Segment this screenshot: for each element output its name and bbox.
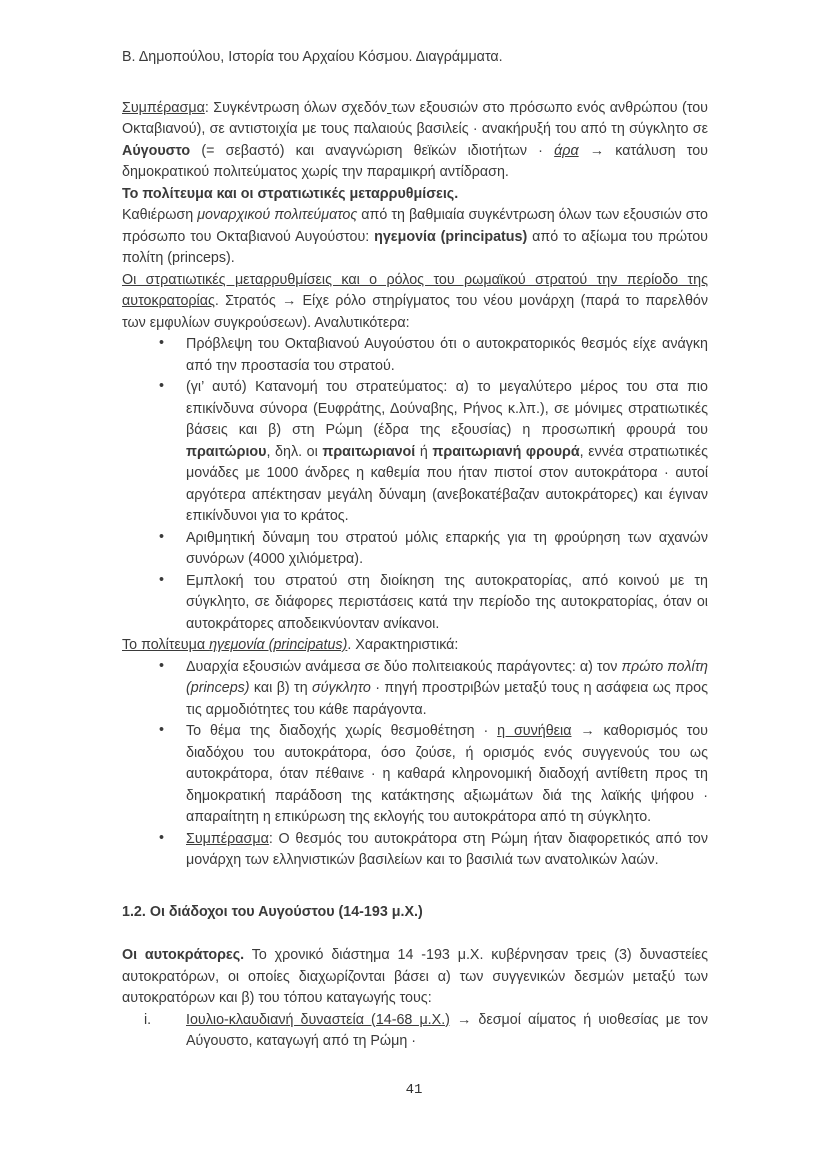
bullet-emploki [122,571,708,636]
bullet-text [186,530,708,568]
bullet-text [186,831,708,869]
page-footer [0,1082,828,1098]
document-body [122,98,708,1053]
text-run: : Συγκέντρωση όλων σχεδόν [204,99,387,116]
text-run: Οι αυτοκράτορες. [122,947,245,963]
bullet-katanomi [122,377,708,528]
bullet-marker: • [159,528,165,545]
text-run: και β) τη [249,680,313,696]
text-run: Καθιέρωση [122,207,198,223]
paragraph-principatus [122,635,708,657]
bullet-marker: • [159,571,165,588]
paragraph-politeuma-title [122,184,708,206]
bullet-provlepsi [122,334,708,377]
text-run: Αριθμητική δύναμη του στρατού μόλις επαρκής για τη φρούρηση των αχανών συνόρων (4000 χιλιόμετρα). [186,529,708,567]
bullet-text [186,659,708,718]
bullet-marker: • [159,829,165,846]
text-run: πραιτωριανοί [322,443,416,460]
paragraph-katheirosi [122,205,708,270]
text-run: ηγεμονία (principatus) [374,228,528,245]
paragraph-military-reforms [122,270,708,335]
page-number: 41 [405,1082,423,1098]
text-run: Οι στρατιωτικές μεταρρυθμίσεις και ο ρόλος του ρωμαϊκού στρατού την περίοδο της αυτοκρατορίας [122,271,708,309]
text-run: Δυαρχία εξουσιών ανάμεσα σε δύο πολιτειακούς παράγοντες: α) τον [186,658,622,675]
text-run: μοναρχικού πολιτεύματος [197,207,358,223]
document-content [122,47,708,1053]
text-run: άρα [554,142,579,159]
text-run: πρώτο πολίτη [621,658,708,675]
text-run: Το θέμα της διαδοχής χωρίς θεσμοθέτηση · [186,723,498,739]
bullet-arithmitiki [122,528,708,571]
bullet-marker: • [159,335,165,351]
text-run: Το πολίτευμα [122,637,210,653]
numbered-text [186,1012,708,1050]
text-run: Συμπέρασμα [122,99,205,116]
text-run: Το χρονικό διάστημα 14 -193 μ.Χ. κυβέρνησαν τρεις (3) δυναστείες αυτοκρατόρων, οι οποίες διαχωρίζονται βάσει α) των συγγενικών δεσμών μεταξύ των αυτοκρατόρων και β) του τόπου καταγωγής τους: [122,947,708,1006]
text-run: Πρόβλεψη του Οκταβιανού Αυγούστου ότι ο αυτοκρατορικός θεσμός είχε ανάγκη από την προστασία του στρατού. [186,336,708,374]
text-run: Εμπλοκή του στρατού στη διοίκηση της αυτοκρατορίας, από κοινού με τη σύγκλητο, σε διάφορες περιστάσεις κατά την περίοδο της αυτοκρατορίας, όταν οι αυτοκράτορες αποδεικνύονταν ανίκανοι. [186,572,708,632]
text-run: Αύγουστο [122,142,191,159]
bullet-text [186,336,708,374]
text-run: : Ο θεσμός του αυτοκράτορα στη Ρώμη ήταν διαφορετικός από τον μονάρχη των ελληνιστικών βασιλείων και το βασιλιά των ανατολικών λαών. [186,830,708,868]
text-run: πραιτωριανή φρουρά [432,443,580,460]
paragraph-emperors [122,945,708,1010]
numbered-marker: i. [144,1011,152,1028]
bullet-diadochi [122,721,708,829]
text-run: ηγεμονία (principatus) [209,637,348,653]
text-run: . Χαρακτηριστικά: [347,637,459,653]
text-run: (princeps) [186,680,250,696]
text-run: → κατάλυση του δημοκρατικού πολιτεύματος χωρίς την παραμικρή αντίδραση. [122,142,709,180]
bullet-text [186,573,708,632]
text-run: σύγκλητο [312,680,371,696]
text-run: Το πολίτευμα και οι στρατιωτικές μεταρρυθμίσεις. [122,185,459,202]
text-run: Συμπέρασμα [186,830,269,847]
text-run: των εξουσιών στο πρόσωπο ενός ανθρώπου (του Οκταβιανού), σε αντιστοιχία με τους παλαιούς βασιλείς · ανακήρυξή του από τη σύγκλητο σε [122,99,708,137]
text-run: , δηλ. οι [266,443,323,460]
paragraph-conclusion [122,98,708,184]
text-run: από τη βαθμιαία συγκέντρωση όλων των εξουσιών στο πρόσωπο του Οκταβιανού Αυγούστου: [122,207,708,245]
text-run: (γι’ αυτό) Κατανομή του στρατεύματος: α) το μεγαλύτερο μέρος του στα πιο επικίνδυνα σύνορα (Ευφράτης, Δούναβης, Ρήνος κ.λπ.), σε μόνιμες στρατιωτικές βάσεις και β) στη Ρώμη (έδρα της εξουσίας) η προσωπική φρουρά του [186,379,708,438]
bullet-text [186,723,708,825]
bullet-marker: • [159,378,165,394]
section-heading-1-2 [122,902,708,924]
bullet-text [186,379,708,524]
text-run: , εννέα στρατιωτικές μονάδες με 1000 άνδρες η καθεμία που ήταν πιστοί στον αυτοκράτορα · αυτοί αργότερα απέκτησαν μεγάλη δύναμη (ανεβοκατέβαζαν αυτοκράτορες) και έγιναν επικίνδυνοι για το κράτος. [186,443,709,524]
bullet-marker: • [159,722,165,738]
text-run: → καθορισμός του διαδόχου του αυτοκράτορα, όσο ζούσε, ή ορισμός ενός συγγενούς του ως αυτοκράτορα, όταν πέθαινε · η καθαρά κληρονομική διαδοχή αντίθετη προς τη δημοκρατική παράδοση της κατάκτησης αξιωμάτων διά της λαϊκής ψήφου · απαραίτητη η επικύρωση της εκλογής του αυτοκράτορα από τη σύγκλητο. [186,723,708,825]
text-run: Ιουλιο-κλαυδιανή δυναστεία (14-68 μ.Χ.) [186,1011,450,1028]
text-run: από το αξίωμα του πρώτου πολίτη (princeps). [122,228,708,266]
document-header: Β. Δημοπούλου, Ιστορία του Αρχαίου Κόσμου. Διαγράμματα. [122,49,503,65]
text-run: πραιτώριου [186,443,267,460]
text-run: 1.2. Οι διάδοχοι του Αυγούστου (14-193 μ.Χ.) [122,903,423,920]
text-run: (= σεβαστό) και αναγνώριση θεϊκών ιδιοτήτων · [190,142,555,159]
text-run: . Στρατός → Είχε ρόλο στηρίγματος του νέου μονάρχη (παρά το παρελθόν των εμφυλίων συγκρούσεων). Αναλυτικότερα: [122,293,708,331]
bullet-marker: • [159,657,165,674]
text-run: η συνήθεια [497,723,572,739]
text-run: → δεσμοί αίματος ή υιοθεσίας με τον Αύγουστο, καταγωγή από τη Ρώμη · [186,1011,708,1049]
numbered-item-julio-claudian [122,1010,708,1053]
text-run: · πηγή προστριβών μεταξύ τους η ασάφεια ως προς τις αρμοδιότητες του κάθε παράγοντα. [186,680,708,718]
bullet-symperasma [122,829,708,872]
bullet-dyarchia [122,657,708,722]
text-run: ή [415,443,433,460]
